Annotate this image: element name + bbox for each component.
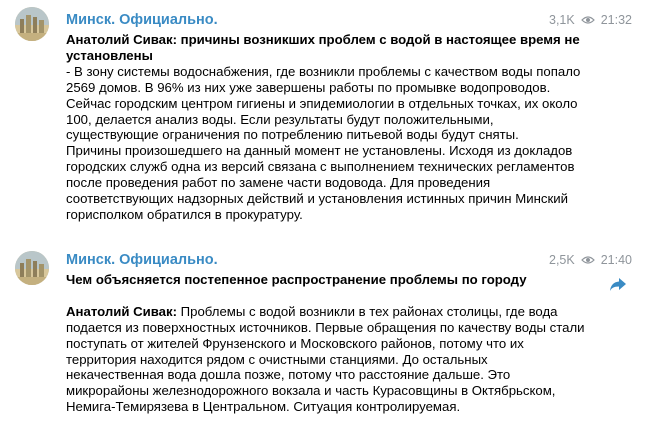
message-text [66,272,586,415]
view-count: 3,1K [549,13,575,27]
speaker-name: Анатолий Сивак: [66,303,177,319]
post-meta [549,13,632,27]
post-time: 21:32 [600,13,632,27]
message-post [0,240,648,425]
share-arrow-icon[interactable] [609,277,627,292]
channel-name[interactable]: Минск. Официально. [66,252,218,268]
cityscape-icon [15,251,49,285]
message-title: Анатолий Сивак: причины возникших проблем с водой в настоящее время не установлены [66,32,580,63]
message-title: Чем объясняется постепенное распространение проблемы по городу [66,272,527,287]
post-meta [549,253,632,267]
channel-name[interactable]: Минск. Официально. [66,12,218,28]
eye-icon [581,255,595,265]
view-count: 2,5K [549,253,575,267]
message-text [66,32,586,223]
channel-avatar[interactable] [15,251,49,285]
eye-icon [581,15,595,25]
channel-avatar[interactable] [15,7,49,41]
post-time: 21:40 [600,253,632,267]
message-body: - В зону системы водоснабжения, где возникли проблемы с качеством воды попало 2569 домов. В 96% из них уже завершены работы по промывке водопроводов. Сейчас городским центром гигиены и эпидемиологии в отдельных точках, их около 100, делается анализ воды. Если результаты будут положительными, существующие ограничения по потреблению питьевой воды будут сняты. Причины произошедшего на данный момент не установлены. Исходя из докладов городских служб одна из версий связана с выполнением технических регламентов после проведения работ по замене части водовода. Для проведения соответствующих надзорных действий и установления истинных причин Минский горисполком обратился в прокуратуру. [66,63,581,222]
message-body: Проблемы с водой возникли в тех районах столицы, где вода подается из поверхностных источников. Первые обращения по качеству воды стали поступать от жителей Фрунзенского и Московского районов, потому что их территория находится рядом с очистными станциями. До остальных некачественная вода дошла позже, потому что расстояние дальше. Это микрорайоны железнодорожного вокзала и часть Курасовщины в Октябрьском, Немига-Темирязева в Центральном. Ситуация контролируемая. [66,303,585,415]
cityscape-icon [15,7,49,41]
